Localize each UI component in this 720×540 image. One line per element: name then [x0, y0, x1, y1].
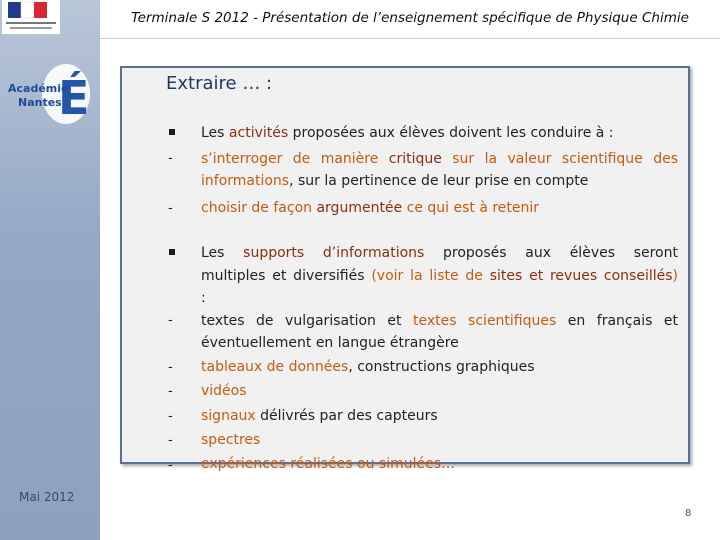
item-text: spectres	[201, 432, 261, 448]
bullet-text-line-3: :	[201, 290, 206, 306]
item-text: tableaux de données, constructions graphiques	[201, 359, 535, 375]
item-text-line-1: s’interroger de manière critique sur la valeur scientifique des	[201, 151, 678, 167]
svg-text:É: É	[58, 71, 90, 125]
page-number: 8	[685, 508, 692, 519]
svg-text:Académie: Académie	[8, 82, 69, 95]
dash-marker: -	[168, 360, 173, 375]
item-text: choisir de façon argumentée ce qui est à retenir	[201, 200, 540, 216]
academie-nantes-logo	[4, 60, 96, 126]
item-text-line-1: textes de vulgarisation et textes scientifiques en français et	[201, 313, 678, 329]
bullet-text-line-2: multiples et diversifiés (voir la liste de sites et revues conseillés)	[201, 268, 679, 284]
item-text: expériences réalisées ou simulées…	[201, 456, 456, 472]
svg-text:Nantes: Nantes	[18, 96, 62, 109]
item-text: signaux délivrés par des capteurs	[201, 408, 438, 424]
item-text-line-2: informations, sur la pertinence de leur prise en compte	[201, 173, 589, 189]
sidebar	[0, 0, 100, 540]
section-heading: Extraire … :	[166, 73, 273, 94]
bullet-text-line-1: Les supports d’informations proposés aux élèves seront	[201, 245, 678, 261]
dash-marker: -	[168, 384, 173, 399]
item-text-line-2: éventuellement en langue étrangère	[201, 335, 459, 351]
republique-francaise-logo	[2, 0, 60, 34]
square-bullet-icon	[169, 249, 175, 255]
dash-marker: -	[168, 313, 173, 328]
title-bar	[100, 0, 720, 39]
dash-marker: -	[168, 409, 173, 424]
bullet-text: Les activités proposées aux élèves doivent les conduire à :	[201, 125, 614, 141]
page-title: Terminale S 2012 - Présentation de l’enseignement spécifique de Physique Chimie	[131, 10, 689, 26]
date-label: Mai 2012	[19, 490, 75, 504]
item-text: vidéos	[201, 383, 247, 399]
dash-marker: -	[168, 458, 173, 473]
square-bullet-icon	[169, 129, 175, 135]
dash-marker: -	[168, 201, 173, 216]
dash-marker: -	[168, 151, 173, 166]
dash-marker: -	[168, 433, 173, 448]
